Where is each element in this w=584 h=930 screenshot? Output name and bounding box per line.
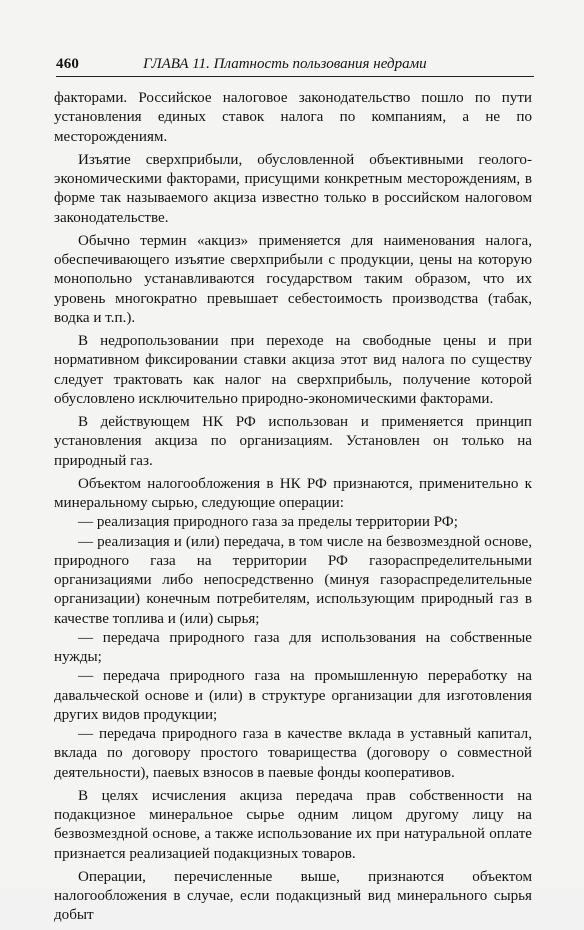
paragraph: Изъятие сверхприбыли, обусловленной объективными геолого-экономическими факторами, присущими конкретным месторождениям, в форме так называемого акциза известно только в российском налоговом законодательстве. <box>54 151 532 226</box>
page-number: 460 <box>56 56 80 72</box>
page-header <box>56 51 534 77</box>
paragraph: Обычно термин «акциз» применяется для наименования налога, обеспечивающего изъятие сверхприбыли с продукции, цены на которую монопольно устанавливаются государством таким образом, что их уровень многократно превышает себестоимость производства (табак, водка и т.п.). <box>54 232 532 326</box>
paragraph: В действующем НК РФ использован и применяется принцип установления акциза по организациям. Установлен он только на природный газ. <box>54 414 532 469</box>
list-item: — реализация природного газа за пределы территории РФ; <box>78 514 458 531</box>
paragraph: В недропользовании при переходе на свободные цены и при нормативном фиксировании ставки акциза этот вид налога по существу следует трактовать как налог на сверхприбыль, получение которой обусловлено исключительно природно-экономическими факторами. <box>54 333 532 407</box>
paragraph: Объектом налогообложения в НК РФ признаются, применительно к минеральному сырью, следующие операции: <box>54 475 532 511</box>
paragraph: факторами. Российское налоговое законодательство пошло по пути установления единых ставок налога по компаниям, а не по месторождениям. <box>54 90 532 145</box>
running-title: ГЛАВА 11. Платность пользования недрами <box>143 56 427 72</box>
paragraph: В целях исчисления акциза передача прав собственности на подакцизное минеральное сырье одним лицом другому лицу на безвозмездной основе, а также использование их при натуральной оплате признается реализацией подакцизных товаров. <box>54 787 532 862</box>
list-item: — передача природного газа для использования на собственные нужды; <box>54 629 532 665</box>
list-item: — передача природного газа на промышленную переработку на давальческой основе и (или) в структуре организации для изготовления других видов продукции; <box>54 668 532 723</box>
body-text <box>54 89 532 930</box>
paragraph: Операции, перечисленные выше, признаются объектом налогообложения в случае, если подакцизный вид минерального сырья добыт <box>54 868 532 924</box>
list-item: — реализация и (или) передача, в том числе на безвозмездной основе, природного газа на территории РФ газораспределительными организациями либо непосредственно (минуя газораспределительные организации) конечным потребителям, использующим природный газ в качестве топлива и (или) сырья; <box>54 533 532 627</box>
list-item: — передача природного газа в качестве вклада в уставный капитал, вклада по договору простого товарищества (договору о совместной деятельности), паевых взносов в паевые фонды кооперативов. <box>54 726 532 781</box>
